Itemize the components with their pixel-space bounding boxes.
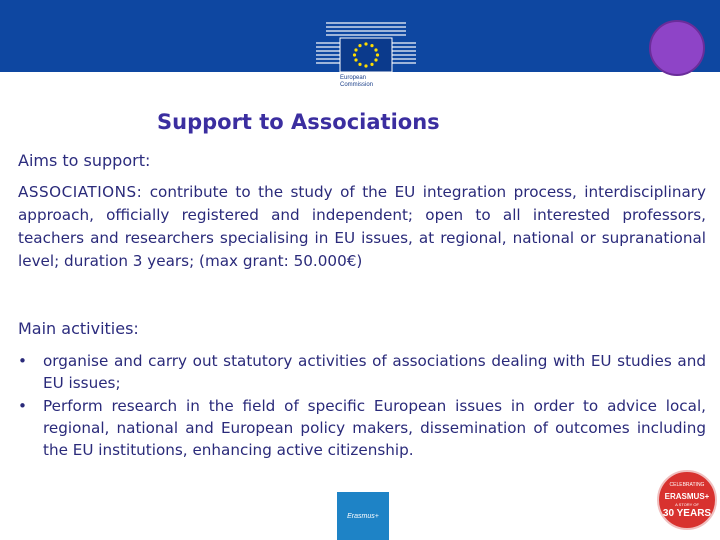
list-item [18, 395, 706, 461]
main-activities-label: Main activities: [18, 319, 139, 338]
erasmus-30-years-badge-icon [657, 470, 717, 530]
badge-line-1: CELEBRATING [669, 482, 705, 488]
badge-line-3: A STORY OF [675, 502, 699, 507]
bullet-icon: • [18, 352, 27, 370]
badge-line-2: ERASMUS+ [664, 492, 710, 501]
activity-text: Perform research in the field of specific European issues in order to advice local, regional, national and European policy makers, dissemination of outcomes including the EU institutions, enhancing active citizenship. [43, 397, 706, 459]
logo-line-2: Commission [340, 82, 374, 88]
aims-label: Aims to support: [18, 151, 151, 170]
erasmus-label: Erasmus+ [347, 513, 379, 520]
list-item [18, 350, 706, 394]
logo-text [340, 75, 373, 89]
bullet-icon: • [18, 397, 27, 415]
erasmus-plus-logo [337, 492, 389, 540]
badge-line-4: 30 YEARS [662, 508, 712, 519]
activity-text: organise and carry out statutory activities of associations dealing with EU studies and EU issues; [43, 352, 706, 392]
associations-text: contribute to the study of the EU integration process, interdisciplinary approach, officially registered and independent; open to all interested professors, teachers and researchers specialising in EU issues, at regional, national or supranational level; duration 3 years; (max grant: 50.000€) [18, 183, 706, 270]
activities-list [18, 350, 706, 462]
associations-label: ASSOCIATIONS: [18, 183, 143, 201]
associations-paragraph [18, 181, 706, 273]
logo-line-1: European [340, 75, 367, 81]
page-title: Support to Associations [157, 110, 440, 134]
purple-circle-icon[interactable] [649, 20, 705, 76]
